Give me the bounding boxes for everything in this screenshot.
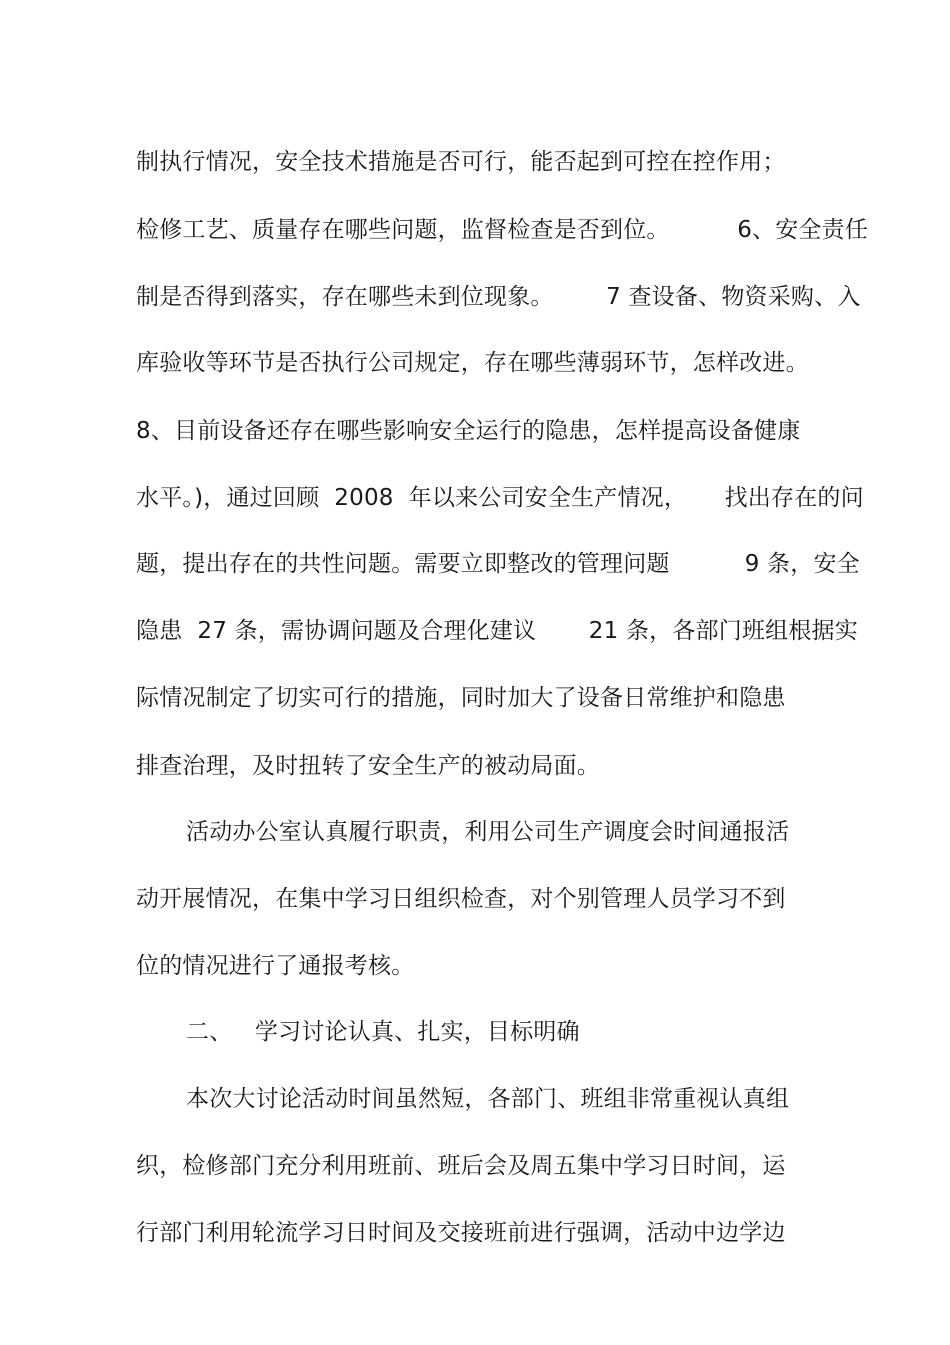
text-line: 排查治理，及时扭转了安全生产的被动局面。 [136, 753, 600, 779]
text-line: 际情况制定了切实可行的措施，同时加大了设备日常维护和隐患 [136, 685, 786, 711]
text-line: 制执行情况，安全技术措施是否可行，能否起到可控在控作用； [136, 149, 786, 175]
paragraph-first-line: 本次大讨论活动时间虽然短，各部门、班组非常重视认真组 [186, 1086, 790, 1112]
text-line: 织，检修部门充分利用班前、班后会及周五集中学习日时间，运 [136, 1153, 786, 1179]
text-line: 水平。)，通过回顾 2008 年以来公司安全生产情况， 找出存在的问 [136, 485, 864, 511]
text-line: 位的情况进行了通报考核。 [136, 953, 415, 979]
text-line: 制是否得到落实，存在哪些未到位现象。 7 查设备、物资采购、入 [136, 284, 861, 310]
paragraph-first-line: 活动办公室认真履行职责，利用公司生产调度会时间通报活 [186, 819, 790, 845]
text-line: 行部门利用轮流学习日时间及交接班前进行强调，活动中边学边 [136, 1220, 786, 1246]
section-heading: 二、 学习讨论认真、扎实，目标明确 [186, 1019, 580, 1045]
text-line: 动开展情况，在集中学习日组织检查，对个别管理人员学习不到 [136, 886, 786, 912]
text-line: 库验收等环节是否执行公司规定，存在哪些薄弱环节，怎样改进。 [136, 350, 809, 376]
text-line: 题，提出存在的共性问题。需要立即整改的管理问题 9 条，安全 [136, 551, 860, 577]
text-line: 检修工艺、质量存在哪些问题，监督检查是否到位。 6、安全责任 [136, 217, 869, 243]
text-line: 8、目前设备还存在哪些影响安全运行的隐患，怎样提高设备健康 [136, 418, 801, 444]
text-line: 隐患 27 条，需协调问题及合理化建议 21 条，各部门班组根据实 [136, 618, 858, 644]
